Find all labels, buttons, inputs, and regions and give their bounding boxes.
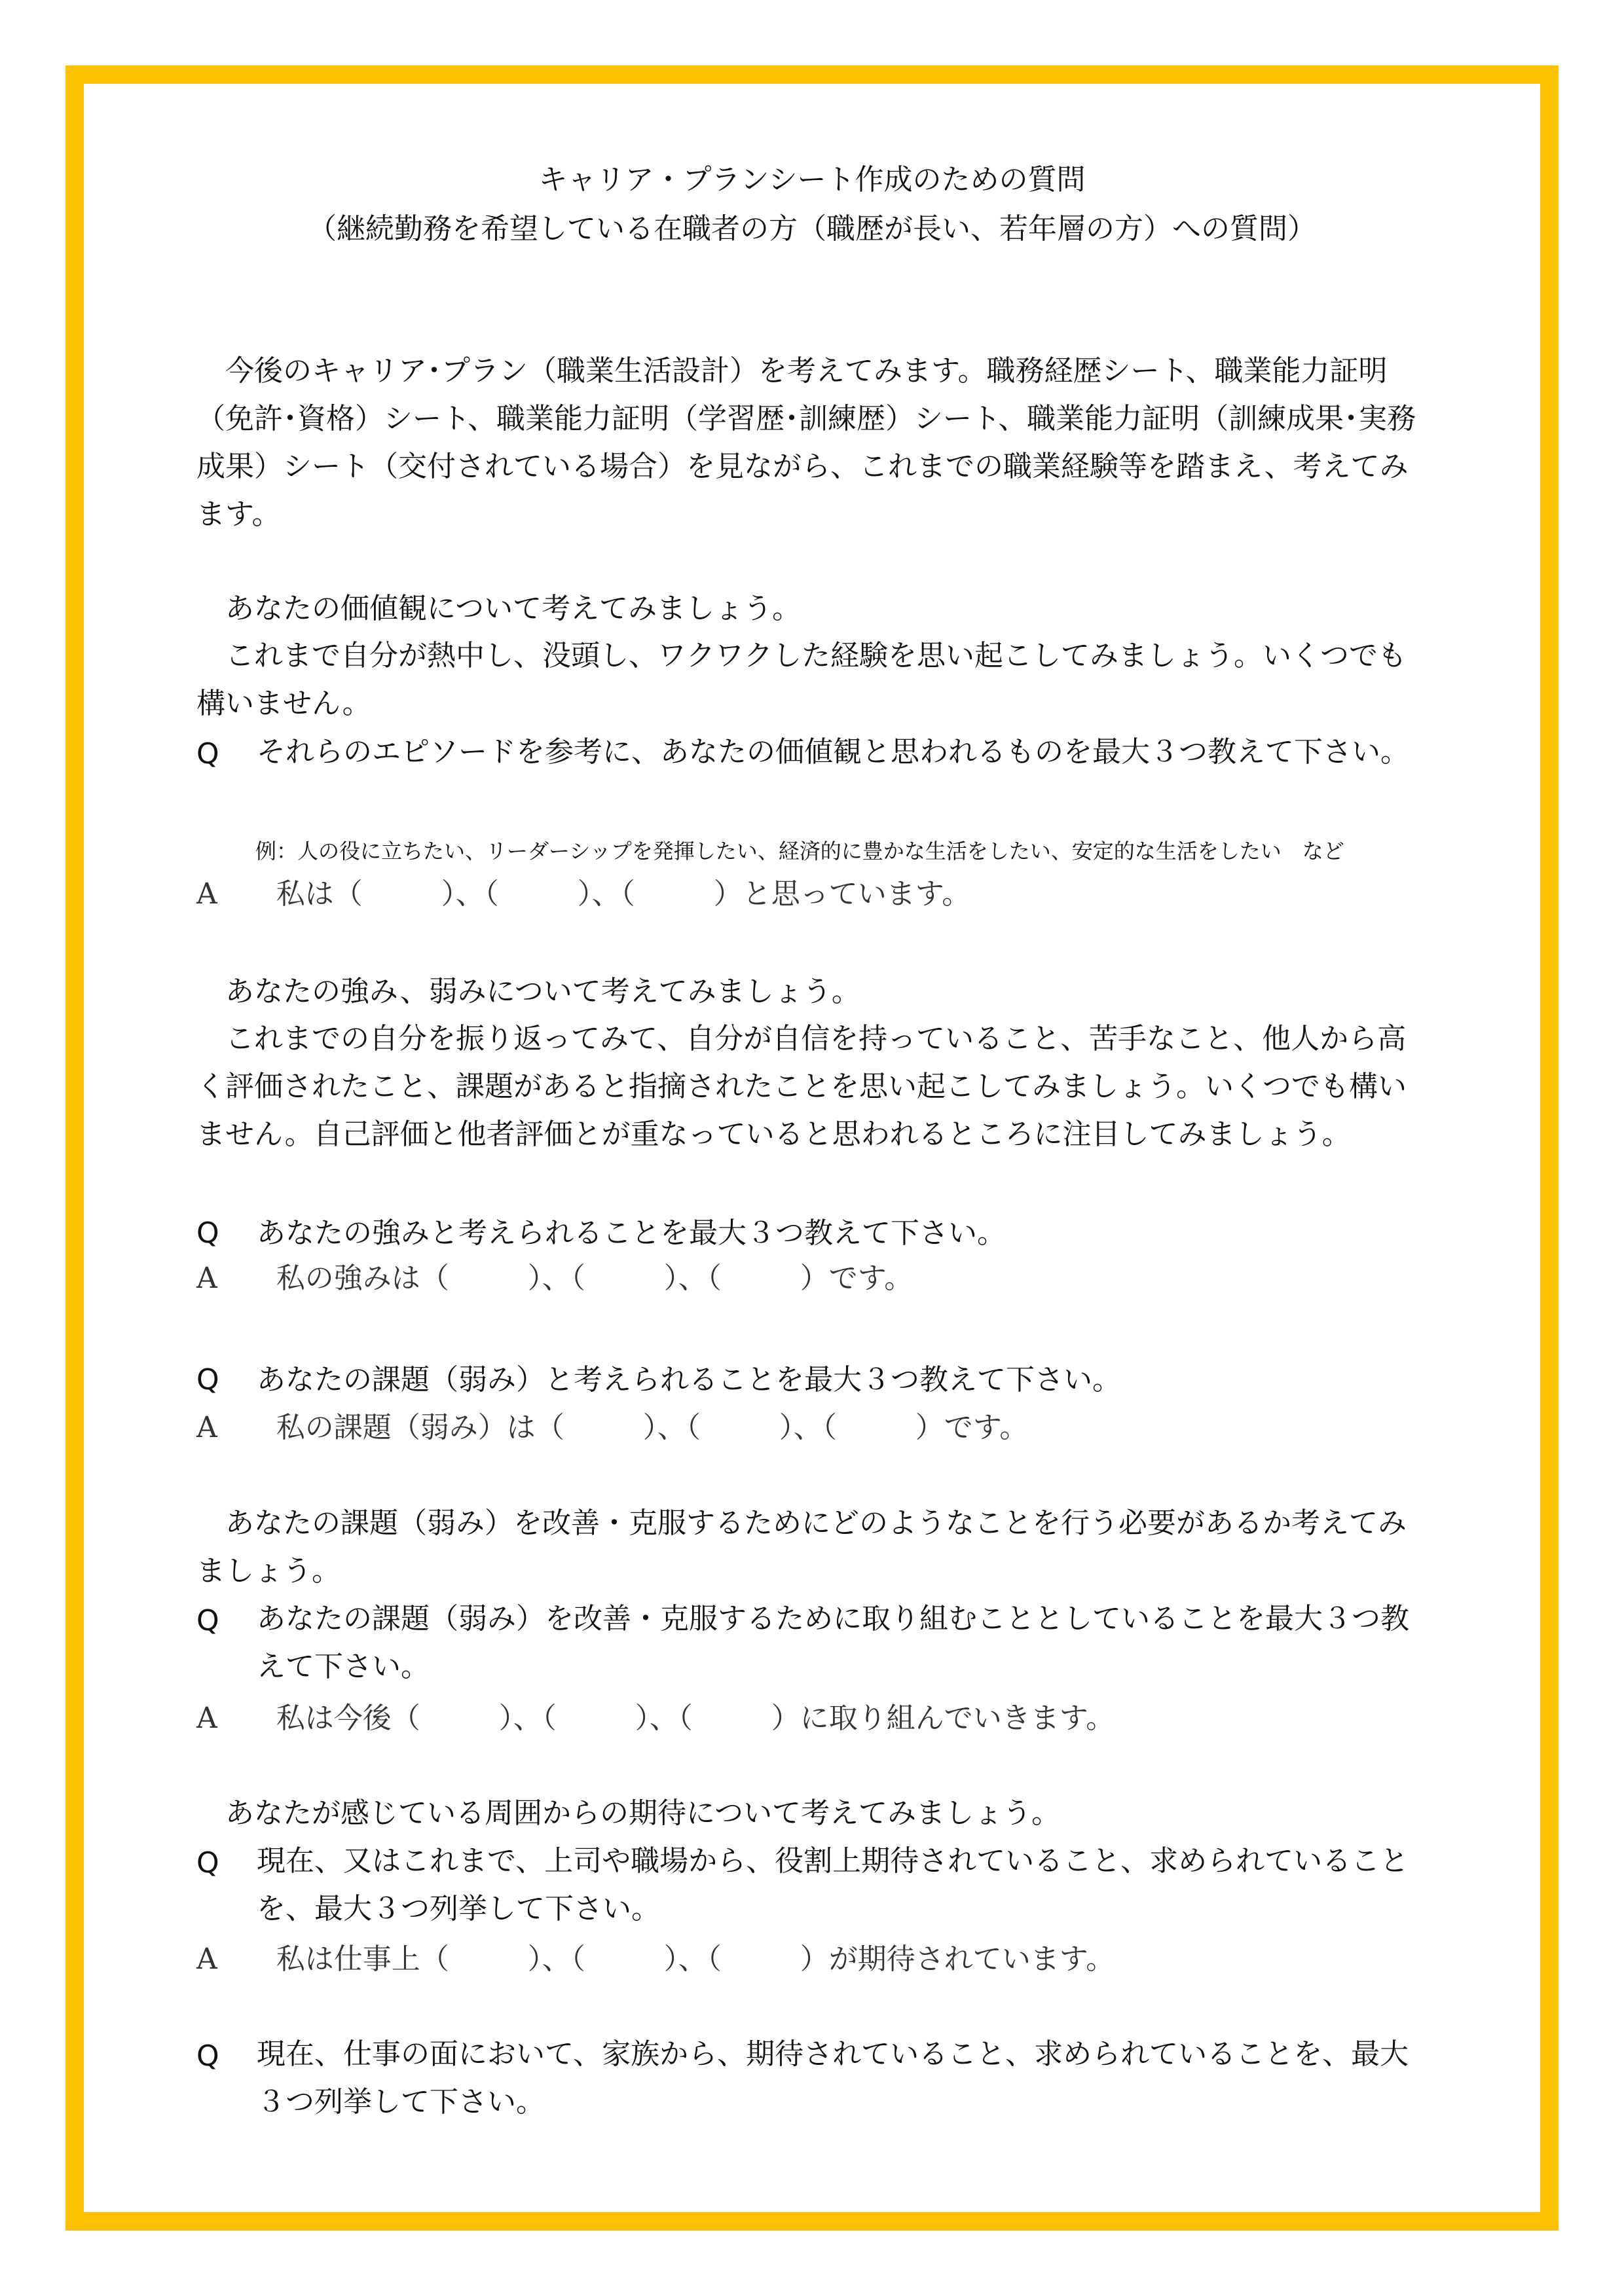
a5-sep-1: ）、（ [527,1942,585,1976]
a5-prefix: 私は仕事上（ [276,1942,449,1976]
q4-text: あなたの課題（弱み）を改善・克服するために取り組むこととしていることを最大３つ教えて下さい。 [257,1602,1409,1683]
values-heading: あなたの価値観について考えてみましょう。 [225,592,802,625]
intro-paragraph: 今後のキャリア･プラン（職業生活設計）を考えてみます。職務経歴シート、職業能力証明（免許･資格）シート、職業能力証明（学習歴･訓練歴）シート、職業能力証明（訓練成果･実務成果）シート（交付されている場合）を見ながら、これまでの職業経験等を踏まえ、考えてみます。 [196,354,1416,531]
title-line-1: キャリア・プランシート作成のための質問 [538,163,1086,196]
a3-sep-2: ）、（ [779,1411,837,1444]
values-example: 例：人の役に立ちたい、リーダーシップを発揮したい、経済的に豊かな生活をしたい、安定的な生活をしたい など [255,839,1344,864]
q5-text: 現在、又はこれまで、上司や職場から、役割上期待されていること、求められていることを、最大３つ列挙して下さい。 [257,1844,1409,1925]
a4-answer-line [196,1700,1115,1737]
q2-text: あなたの強みと考えられることを最大３つ教えて下さい。 [257,1216,1006,1250]
a3-prefix: 私の課題（弱み）は（ [276,1411,564,1444]
a2-sep-1: ）、（ [527,1262,585,1295]
q3-mark: Q [196,1363,219,1396]
q1-mark: Q [196,737,219,771]
a1-sep-2: ）、（ [577,877,635,911]
q5-mark: Q [196,1846,219,1880]
q2-mark: Q [196,1216,219,1250]
a5-answer-line [196,1941,1115,1978]
a3-mark: A [196,1411,217,1444]
a1-suffix: ）と思っています。 [713,877,971,911]
a2-sep-2: ）、（ [663,1262,722,1295]
a3-suffix: ）です。 [915,1411,1029,1444]
a2-answer-line [196,1260,913,1297]
q6-text: 現在、仕事の面において、家族から、期待されていること、求められていることを、最大３つ列挙して下さい。 [257,2037,1409,2119]
a1-mark: A [196,877,217,911]
a5-suffix: ）が期待されています。 [800,1942,1115,1976]
title-line-2: （継続勤務を希望している在職者の方（職歴が長い、若年層の方）への質問） [308,212,1316,246]
a4-sep-1: ）、（ [498,1702,557,1735]
q1-text: それらのエピソードを参考に、あなたの価値観と思われるものを最大３つ教えて下さい。 [257,735,1409,769]
q4-mark: Q [196,1604,219,1637]
a2-mark: A [196,1262,217,1295]
a4-sep-2: ）、（ [635,1702,693,1735]
a4-suffix: ）に取り組んでいきます。 [771,1702,1115,1735]
a1-sep-1: ）、（ [441,877,499,911]
values-prompt: これまで自分が熱中し、没頭し、ワクワクした経験を思い起こしてみましょう。いくつでも構いません。 [196,639,1407,720]
q3-text: あなたの課題（弱み）と考えられることを最大３つ教えて下さい。 [257,1363,1121,1396]
improve-heading: あなたの課題（弱み）を改善・克服するためにどのようなことを行う必要があるか考えてみましょう。 [196,1506,1407,1588]
strengths-prompt: これまでの自分を振り返ってみて、自分が自信を持っていること、苦手なこと、他人から高く評価されたこと、課題があると指摘されたことを思い起こしてみましょう。いくつでも構いません。自己評価と他者評価とが重なっていると思われるところに注目してみましょう。 [196,1022,1407,1151]
strengths-heading: あなたの強み、弱みについて考えてみましょう。 [225,975,860,1008]
expect-heading: あなたが感じている周囲からの期待について考えてみましょう。 [225,1796,1061,1830]
a3-sep-1: ）、（ [642,1411,701,1444]
a5-sep-2: ）、（ [663,1942,722,1976]
a4-prefix: 私は今後（ [276,1702,420,1735]
a1-prefix: 私は（ [276,877,363,911]
a1-answer-line [196,876,970,913]
q6-mark: Q [196,2039,219,2073]
a2-suffix: ）です。 [800,1262,913,1295]
a2-prefix: 私の強みは（ [276,1262,449,1295]
a5-mark: A [196,1942,217,1976]
a4-mark: A [196,1702,217,1735]
a3-answer-line [196,1410,1028,1446]
